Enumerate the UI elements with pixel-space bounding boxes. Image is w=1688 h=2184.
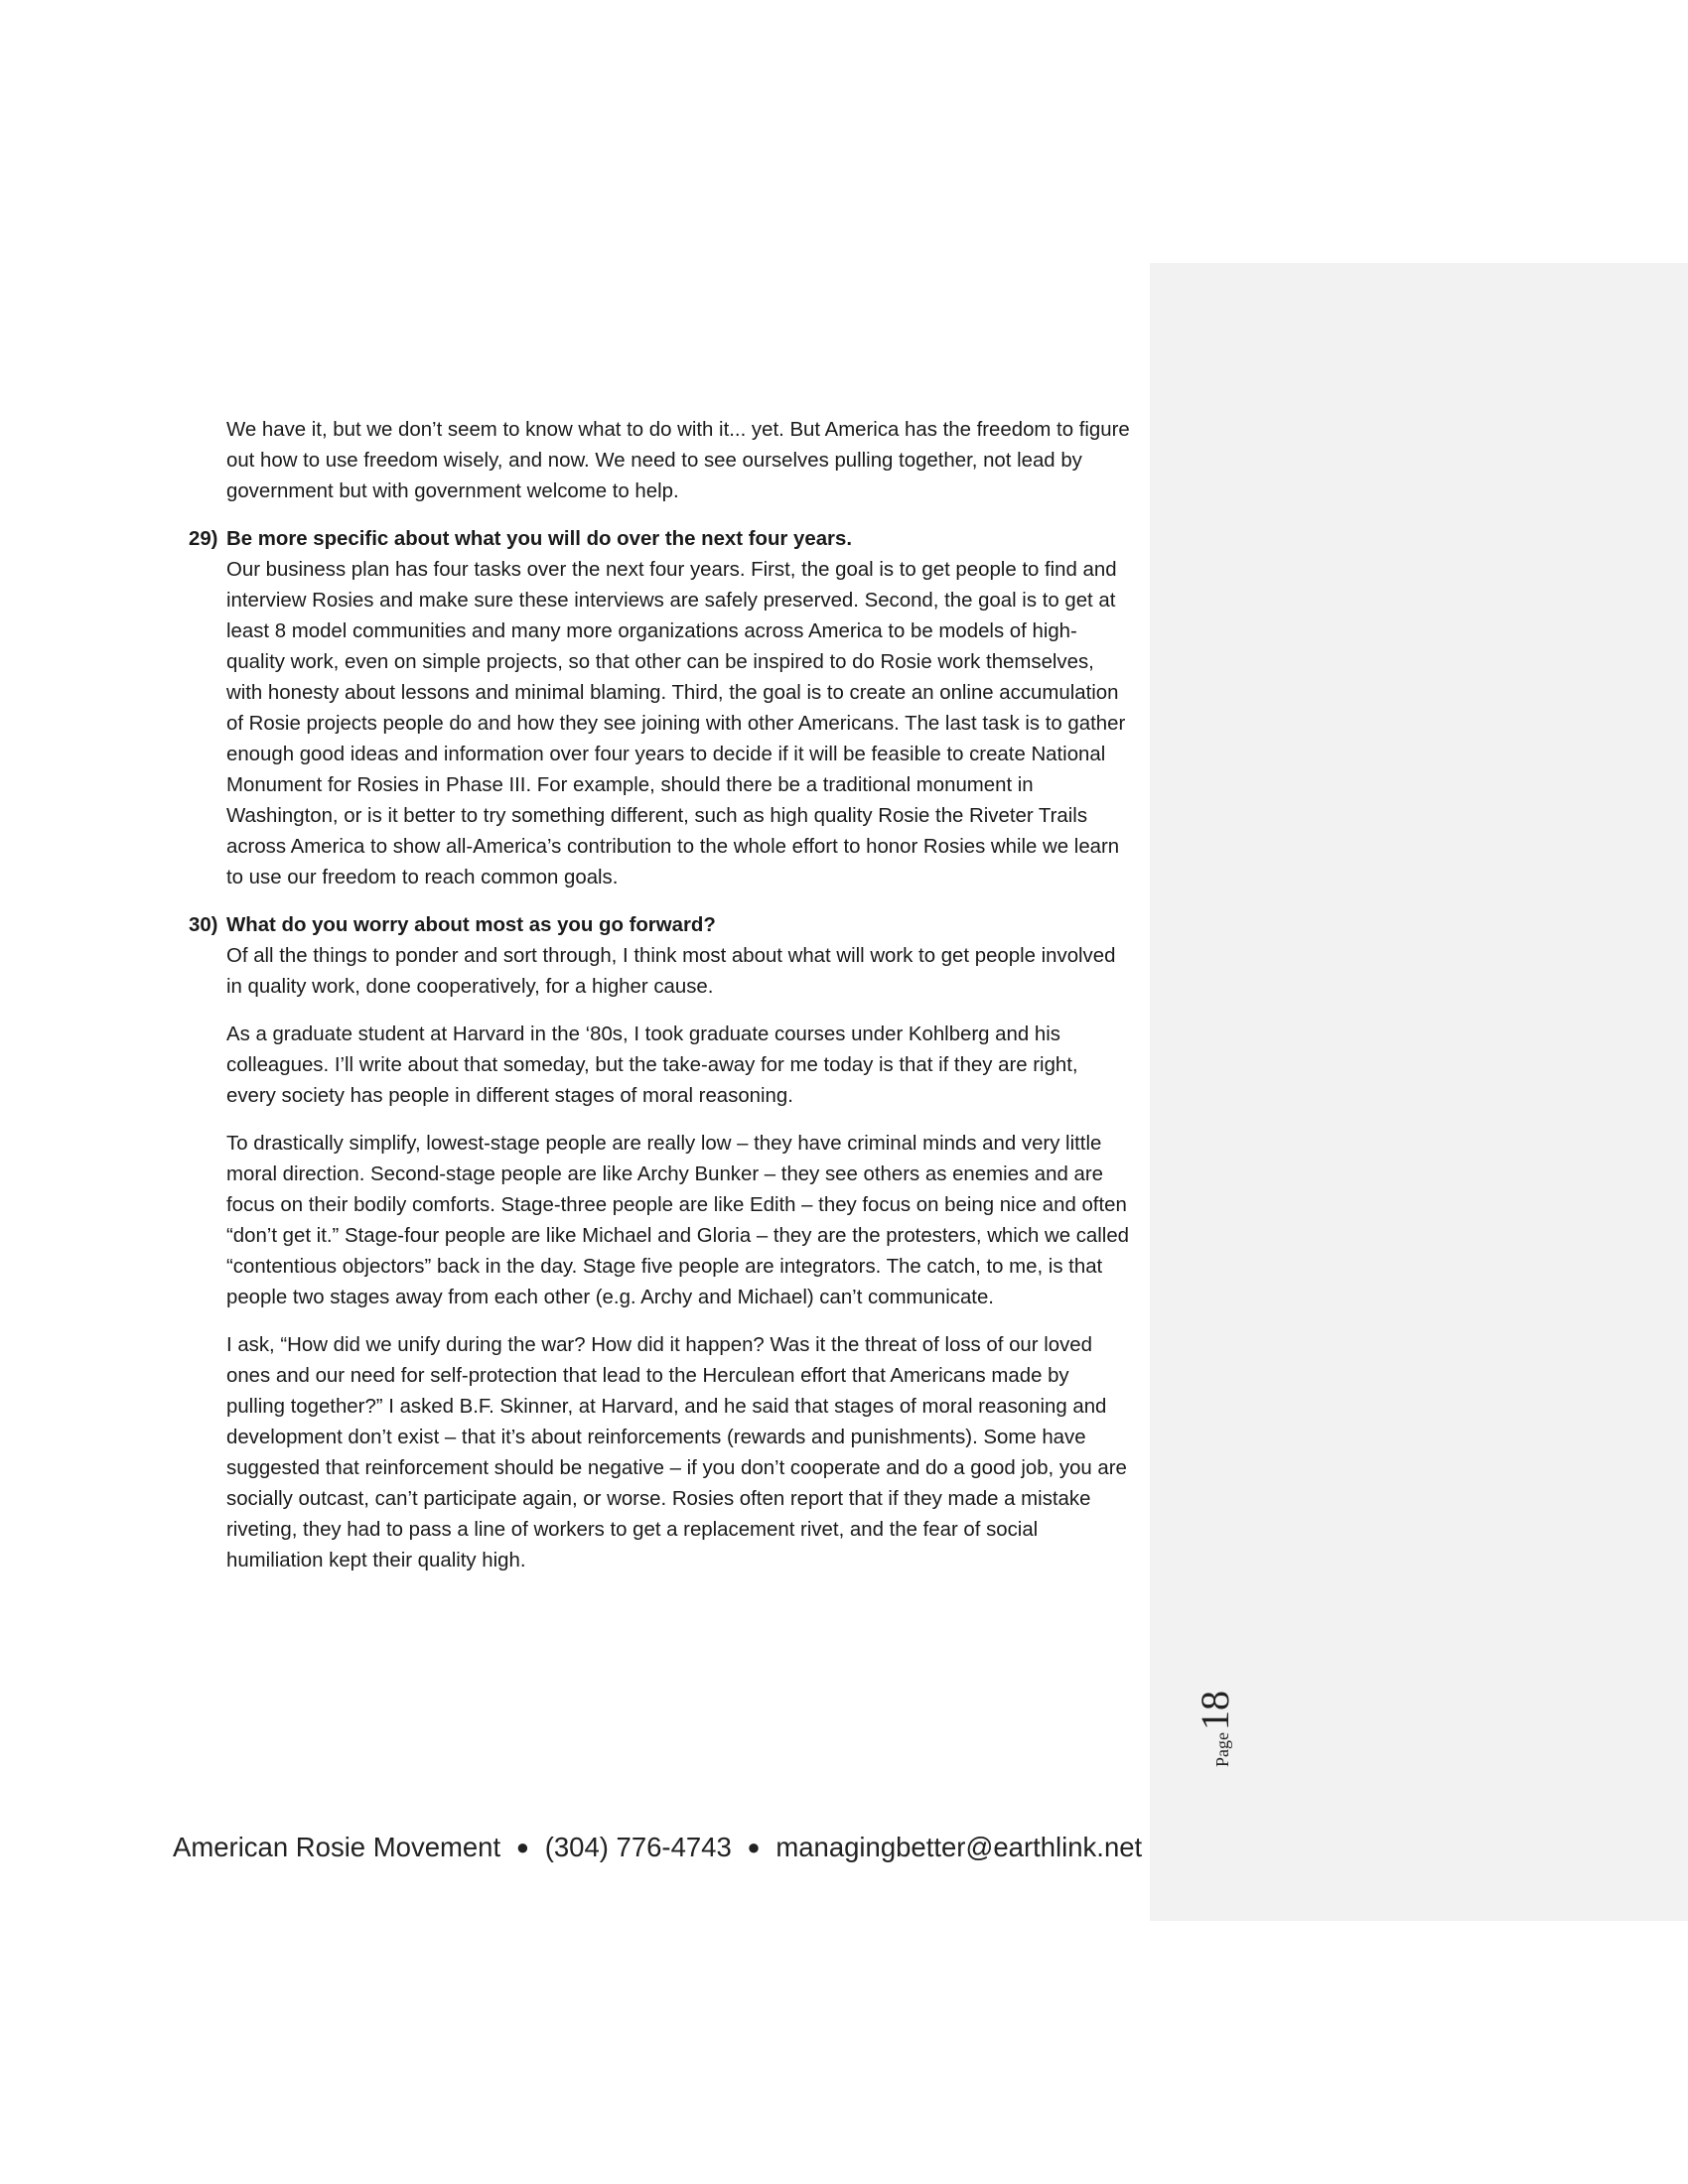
question-heading	[189, 910, 1132, 941]
answer-paragraph: As a graduate student at Harvard in the ‘80s, I took graduate courses under Kohlberg and his colleagues. I’ll write about that someday, but the take-away for me today is that if they are right, every society has people in different stages of moral reasoning.	[226, 1024, 1078, 1107]
intro-paragraph: We have it, but we don’t seem to know what to do with it... yet. But America has the freedom to figure out how to use freedom wisely, and now. We need to see ourselves pulling together, not lead by government but with government welcome to help.	[226, 419, 1130, 502]
page-number: 18	[1193, 1691, 1237, 1730]
question-29	[189, 524, 1132, 893]
comment-margin-pane	[1150, 263, 1688, 1921]
document-body	[189, 415, 1132, 1593]
page-number-label	[1192, 1691, 1237, 1767]
question-text: What do you worry about most as you go forward?	[226, 914, 716, 936]
page-word: Page	[1212, 1732, 1232, 1767]
answer-paragraph: To drastically simplify, lowest-stage people are really low – they have criminal minds and very little moral direction. Second-stage people are like Archy Bunker – they see others as enemies and are focus on their bodily comforts. Stage-three people are like Edith – they focus on being nice and often “don’t get it.” Stage-four people are like Michael and Gloria – they are the protesters, which we called “contentious objectors” back in the day. Stage five people are integrators. The catch, to me, is that people two stages away from each other (e.g. Archy and Michael) can’t communicate.	[226, 1133, 1129, 1308]
footer-email: managingbetter@earthlink.net	[775, 1832, 1143, 1862]
footer-phone: (304) 776-4743	[544, 1832, 732, 1862]
question-heading	[189, 524, 1132, 555]
answer-paragraph: Of all the things to ponder and sort through, I think most about what will work to get people involved in quality work, done cooperatively, for a higher cause.	[226, 945, 1116, 998]
footer-org: American Rosie Movement	[173, 1832, 501, 1862]
bullet-separator: ●	[515, 1835, 530, 1859]
question-number: 30)	[189, 914, 218, 936]
question-30	[189, 910, 1132, 1576]
answer-paragraph: Our business plan has four tasks over the next four years. First, the goal is to get people to find and interview Rosies and make sure these interviews are safely preserved. Second, the goal is to get at least 8 model communities and many more organizations across America to be models of high-quality work, even on simple projects, so that other can be inspired to do Rosie work themselves, with honesty about lessons and minimal blaming. Third, the goal is to create an online accumulation of Rosie projects people do and how they see joining with other Americans. The last task is to gather enough good ideas and information over four years to decide if it will be feasible to create National Monument for Rosies in Phase III. For example, should there be a traditional monument in Washington, or is it better to try something different, such as high quality Rosie the Riveter Trails across America to show all-America’s contribution to the whole effort to honor Rosies while we learn to use our freedom to reach common goals.	[226, 559, 1126, 888]
page-footer	[173, 1832, 1146, 1863]
bullet-separator: ●	[747, 1835, 761, 1859]
answer-paragraph: I ask, “How did we unify during the war? How did it happen? Was it the threat of loss of our loved ones and our need for self-protection that lead to the Herculean effort that Americans made by pulling together?” I asked B.F. Skinner, at Harvard, and he said that stages of moral reasoning and development don’t exist – that it’s about reinforcements (rewards and punishments). Some have suggested that reinforcement should be negative – if you don’t cooperate and do a good job, you are socially outcast, can’t participate again, or worse. Rosies often report that if they made a mistake riveting, they had to pass a line of workers to get a replacement rivet, and the fear of social humiliation kept their quality high.	[226, 1334, 1127, 1571]
question-text: Be more specific about what you will do over the next four years.	[226, 528, 852, 550]
question-number: 29)	[189, 528, 218, 550]
